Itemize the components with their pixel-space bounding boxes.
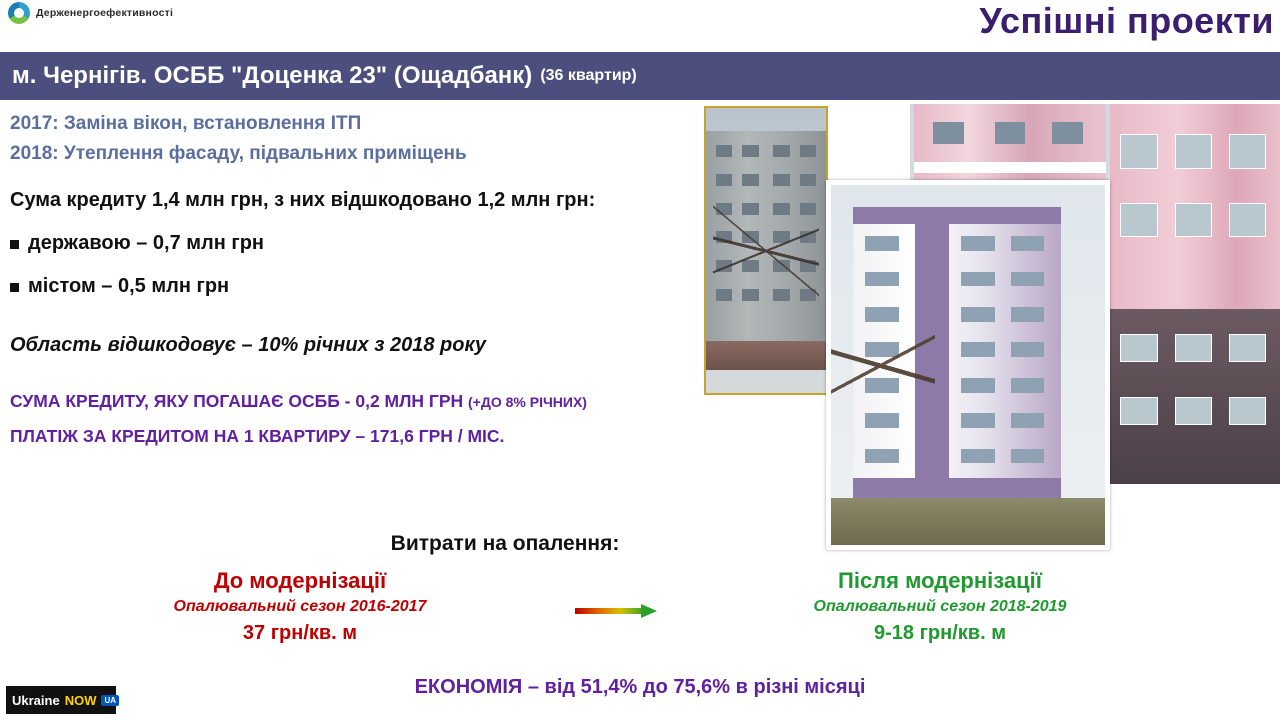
badge-word-ukraine: Ukraine (12, 692, 60, 708)
photo-before-grey-panel-house (704, 106, 828, 395)
brand-logo-label: Держенергоефективності (36, 7, 174, 19)
after-heading: Після модернізації (838, 568, 1042, 593)
list-item (0, 232, 700, 255)
region-compensation-line: Область відшкодовує – 10% річних з 2018 року (10, 334, 486, 357)
slide-header-band (0, 52, 1280, 100)
before-value: 37 грн/кв. м (242, 622, 358, 644)
year-line-2017: 2017: Заміна вікон, встановлення ІТП (10, 113, 362, 134)
credit-repaid-note: (+ДО 8% РІЧНИХ) (468, 394, 587, 411)
credit-repaid-line (0, 391, 700, 412)
before-season: Опалювальний сезон 2016-2017 (173, 598, 427, 615)
square-bullet-icon (10, 283, 19, 292)
credit-repaid-text: СУМА КРЕДИТУ, ЯКУ ПОГАШАЄ ОСББ - 0,2 МЛН ГРН (10, 391, 464, 412)
bullet-label: державою – 0,7 млн грн (28, 232, 265, 255)
photo-pink-facade-closeup (1110, 104, 1280, 484)
brand-logo (8, 2, 173, 24)
credit-sum-line: Сума кредиту 1,4 млн грн, з них відшкодовано 1,2 млн грн: (10, 189, 596, 212)
after-modernization-column (720, 568, 1160, 645)
before-heading: До модернізації (213, 568, 387, 593)
energy-globe-icon (8, 2, 30, 24)
payment-per-flat-line: ПЛАТІЖ ЗА КРЕДИТОМ НА 1 КВАРТИРУ – 171,6 ГРН / МІС. (10, 426, 505, 447)
square-bullet-icon (10, 240, 19, 249)
after-season: Опалювальний сезон 2018-2019 (813, 598, 1067, 615)
heating-costs-title: Витрати на опалення: (390, 532, 620, 555)
ukraine-now-badge (6, 686, 116, 714)
content-column (0, 100, 700, 447)
badge-tag-ua: UA (101, 695, 119, 706)
page-title: Успішні проекти (979, 0, 1274, 41)
slide-header-sub: (36 квартир) (540, 67, 637, 84)
photo-after-renovated-house (826, 180, 1110, 550)
top-strip (0, 0, 1280, 48)
bullet-label: містом – 0,5 млн грн (28, 275, 230, 298)
gradient-arrow-right-icon (575, 604, 665, 618)
slide-header-main: м. Чернігів. ОСББ "Доценка 23" (Ощадбанк) (12, 62, 533, 89)
badge-word-now: NOW (64, 692, 97, 708)
year-line-2018: 2018: Утеплення фасаду, підвальних приміщень (10, 142, 467, 164)
after-value: 9-18 грн/кв. м (874, 622, 1006, 644)
economy-summary: ЕКОНОМІЯ – від 51,4% до 75,6% в різні місяці (414, 676, 866, 698)
list-item (0, 275, 700, 298)
before-modernization-column (90, 568, 510, 645)
